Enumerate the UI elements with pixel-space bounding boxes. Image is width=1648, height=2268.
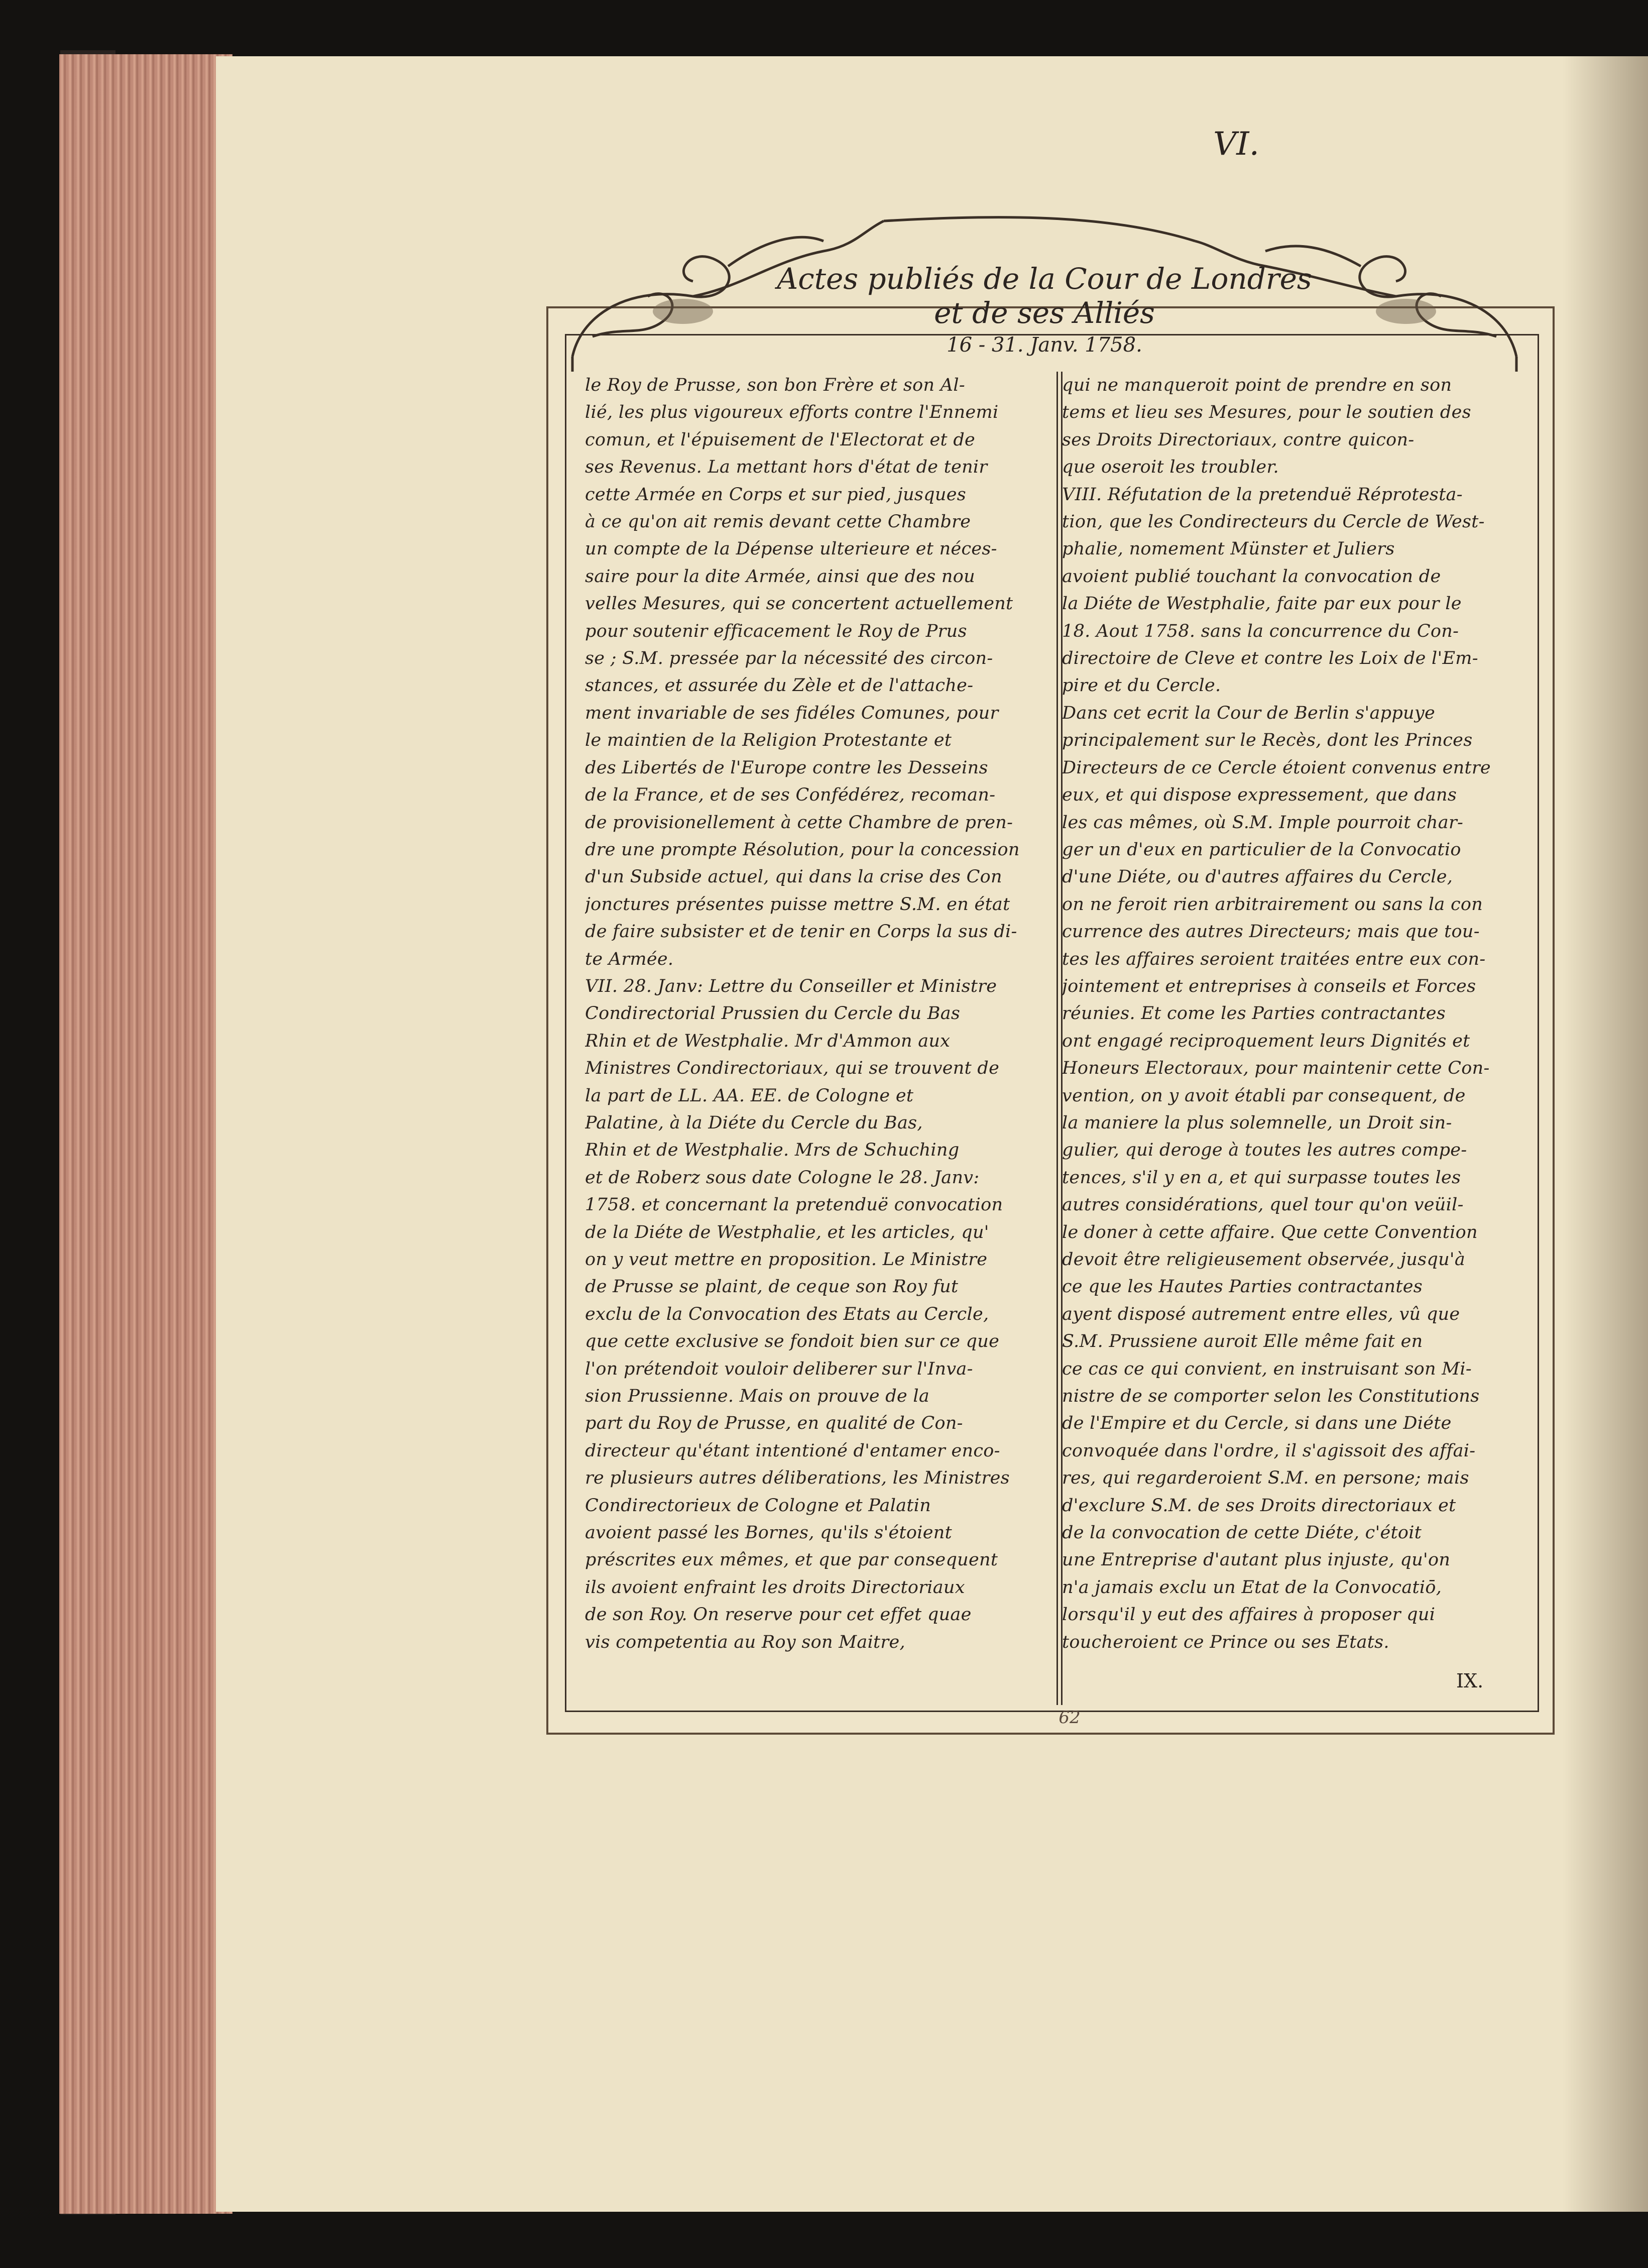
text-line: ses Droits Directoriaux, contre quicon-: [1062, 429, 1415, 450]
text-line: gulier, qui deroge à toutes les autres compe-: [1062, 1140, 1467, 1161]
text-line: S.M. Prussiene auroit Elle même fait en: [1062, 1331, 1423, 1352]
text-line: Rhin et de Westphalie. Mrs de Schuching: [585, 1140, 960, 1161]
text-line: de son Roy. On reserve pour cet effet quae: [585, 1605, 972, 1625]
text-line: directeur qu'étant intentioné d'entamer enco-: [585, 1440, 1000, 1461]
text-line: le doner à cette affaire. Que cette Convention: [1062, 1222, 1478, 1242]
text-line: Rhin et de Westphalie. Mr d'Ammon aux: [585, 1031, 951, 1051]
text-line: que oseroit les troubler.: [1062, 457, 1279, 478]
text-line: vention, on y avoit établi par consequent, de: [1062, 1085, 1466, 1106]
text-line: res, qui regarderoient S.M. en persone; mais: [1062, 1468, 1469, 1489]
text-line: pour soutenir efficacement le Roy de Prus: [585, 621, 967, 641]
text-line: n'a jamais exclu un Etat de la Convocatiō,: [1062, 1577, 1442, 1598]
text-line: des Libertés de l'Europe contre les Desseins: [585, 757, 988, 778]
text-line: currence des autres Directeurs; mais que tou-: [1062, 922, 1480, 942]
text-line: ce que les Hautes Parties contractantes: [1062, 1277, 1423, 1297]
title-line-2: et de ses Alliés: [934, 296, 1155, 330]
text-line: principalement sur le Recès, dont les Princes: [1062, 730, 1473, 751]
text-line: Honeurs Electoraux, pour maintenir cette Con-: [1062, 1058, 1490, 1079]
text-line: devoit être religieusement observée, jusqu'à: [1062, 1250, 1466, 1270]
text-line: de la France, et de ses Confédérez, recoman-: [585, 785, 996, 806]
text-line: saire pour la dite Armée, ainsi que des nou: [585, 566, 975, 587]
text-line: avoient passé les Bornes, qu'ils s'étoient: [585, 1523, 952, 1543]
text-line: qui ne manqueroit point de prendre en son: [1062, 375, 1452, 395]
text-line: pire et du Cercle.: [1062, 675, 1221, 696]
page-gutter-shadow: [1563, 56, 1648, 2212]
text-line: Condirectorieux de Cologne et Palatin: [585, 1495, 931, 1516]
text-line: de l'Empire et du Cercle, si dans une Diéte: [1062, 1413, 1452, 1434]
text-line: ils avoient enfraint les droits Directoriaux: [585, 1577, 965, 1598]
text-line: tences, s'il y en a, et qui surpasse toutes les: [1062, 1167, 1461, 1188]
text-line: VIII. Réfutation de la pretenduë Réprotesta-: [1062, 484, 1463, 505]
text-line: d'exclure S.M. de ses Droits directoriaux et: [1062, 1495, 1456, 1516]
text-line: ses Revenus. La mettant hors d'état de tenir: [585, 457, 988, 478]
text-line: on ne feroit rien arbitrairement ou sans la con: [1062, 894, 1483, 915]
text-line: ment invariable de ses fidéles Comunes, pour: [585, 703, 999, 723]
text-line: une Entreprise d'autant plus injuste, qu'on: [1062, 1550, 1451, 1570]
text-line: avoient publié touchant la convocation de: [1062, 566, 1441, 587]
title-date: 16 - 31. Janv. 1758.: [947, 333, 1142, 357]
text-line: tion, que les Condirecteurs du Cercle de West-: [1062, 512, 1485, 532]
text-line: l'on prétendoit vouloir deliberer sur l'Inva-: [585, 1358, 973, 1379]
text-line: Condirectorial Prussien du Cercle du Bas: [585, 1003, 961, 1024]
text-line: la Diéte de Westphalie, faite par eux pour le: [1062, 594, 1462, 614]
text-line: ger un d'eux en particulier de la Convocatio: [1062, 839, 1461, 860]
text-line: 1758. et concernant la pretenduë convocation: [585, 1195, 1003, 1215]
text-line: comun, et l'épuisement de l'Electorat et de: [585, 429, 976, 450]
text-line: tems et lieu ses Mesures, pour le soutien des: [1062, 402, 1471, 423]
text-line: le maintien de la Religion Protestante et: [585, 730, 952, 751]
text-line: ce cas ce qui convient, en instruisant son Mi-: [1062, 1358, 1472, 1379]
text-line: sion Prussienne. Mais on prouve de la: [585, 1386, 930, 1407]
text-line: Directeurs de ce Cercle étoient convenus entre: [1062, 757, 1491, 778]
text-line: préscrites eux mêmes, et que par consequent: [585, 1550, 998, 1570]
text-line: exclu de la Convocation des Etats au Cercle,: [585, 1304, 989, 1324]
catchword: IX.: [1456, 1670, 1484, 1692]
title-line-1: Actes publiés de la Cour de Londres: [777, 262, 1312, 296]
text-line: ayent disposé autrement entre elles, vû que: [1062, 1304, 1460, 1324]
text-line: part du Roy de Prusse, en qualité de Con-: [585, 1413, 963, 1434]
text-line: d'un Subside actuel, qui dans la crise des Con: [585, 867, 1002, 887]
text-line: tes les affaires seroient traitées entre eux con-: [1062, 949, 1486, 969]
text-line: phalie, nomement Münster et Juliers: [1062, 539, 1395, 559]
page-title: [703, 261, 1386, 358]
text-line: stances, et assurée du Zèle et de l'attache-: [585, 675, 974, 696]
text-line: 18. Aout 1758. sans la concurrence du Con-: [1062, 621, 1459, 641]
text-line: à ce qu'on ait remis devant cette Chambre: [585, 512, 971, 532]
text-line: la part de LL. AA. EE. de Cologne et: [585, 1085, 914, 1106]
right-text-column: [1062, 372, 1509, 1656]
text-line: de faire subsister et de tenir en Corps la sus di-: [585, 922, 1017, 942]
text-line: VII. 28. Janv: Lettre du Conseiller et Ministre: [585, 976, 997, 996]
text-line: lorsqu'il y eut des affaires à proposer qui: [1062, 1605, 1436, 1625]
text-line: d'une Diéte, ou d'autres affaires du Cercle,: [1062, 867, 1453, 887]
text-line: un compte de la Dépense ulterieure et néces-: [585, 539, 997, 559]
text-line: ont engagé reciproquement leurs Dignités et: [1062, 1031, 1470, 1051]
text-line: de la Diéte de Westphalie, et les articles, qu': [585, 1222, 989, 1242]
text-line: jointement et entreprises à conseils et Forces: [1062, 976, 1476, 996]
text-line: Dans cet ecrit la Cour de Berlin s'appuye: [1062, 703, 1435, 723]
left-text-column: [585, 372, 1032, 1656]
text-line: se ; S.M. pressée par la nécessité des circon-: [585, 648, 993, 669]
text-line: dre une prompte Résolution, pour la concession: [585, 839, 1020, 860]
text-line: les cas mêmes, où S.M. Imple pourroit char-: [1062, 812, 1464, 833]
plate-number: VI.: [1213, 126, 1259, 163]
page-edges: [59, 54, 232, 2214]
text-line: de la convocation de cette Diéte, c'étoit: [1062, 1523, 1422, 1543]
text-line: convoquée dans l'ordre, il s'agissoit des affai-: [1062, 1440, 1476, 1461]
text-line: que cette exclusive se fondoit bien sur ce que: [585, 1331, 1000, 1352]
text-line: de Prusse se plaint, de ceque son Roy fut: [585, 1277, 959, 1297]
text-line: réunies. Et come les Parties contractantes: [1062, 1003, 1446, 1024]
text-line: nistre de se comporter selon les Constitutions: [1062, 1386, 1480, 1407]
text-line: le Roy de Prusse, son bon Frère et son Al-: [585, 375, 965, 395]
page-number: 62: [1058, 1708, 1081, 1728]
text-line: toucheroient ce Prince ou ses Etats.: [1062, 1632, 1389, 1652]
text-line: autres considérations, quel tour qu'on veüil-: [1062, 1195, 1464, 1215]
text-line: cette Armée en Corps et sur pied, jusques: [585, 484, 966, 505]
text-line: re plusieurs autres déliberations, les Ministres: [585, 1468, 1010, 1489]
text-line: jonctures présentes puisse mettre S.M. en état: [585, 894, 1010, 915]
text-line: Ministres Condirectoriaux, qui se trouvent de: [585, 1058, 1000, 1079]
text-line: la maniere la plus solemnelle, un Droit sin-: [1062, 1112, 1452, 1133]
text-line: vis competentia au Roy son Maitre,: [585, 1632, 905, 1652]
text-line: te Armée.: [585, 949, 674, 969]
text-line: directoire de Cleve et contre les Loix de l'Em-: [1062, 648, 1478, 669]
text-line: on y veut mettre en proposition. Le Ministre: [585, 1250, 988, 1270]
text-line: Palatine, à la Diéte du Cercle du Bas,: [585, 1112, 923, 1133]
text-line: de provisionellement à cette Chambre de pren-: [585, 812, 1013, 833]
text-line: lié, les plus vigoureux efforts contre l'Ennemi: [585, 402, 999, 423]
text-line: velles Mesures, qui se concertent actuellement: [585, 594, 1013, 614]
text-line: et de Roberz sous date Cologne le 28. Janv:: [585, 1167, 980, 1188]
text-line: eux, et qui dispose expressement, que dans: [1062, 785, 1457, 806]
